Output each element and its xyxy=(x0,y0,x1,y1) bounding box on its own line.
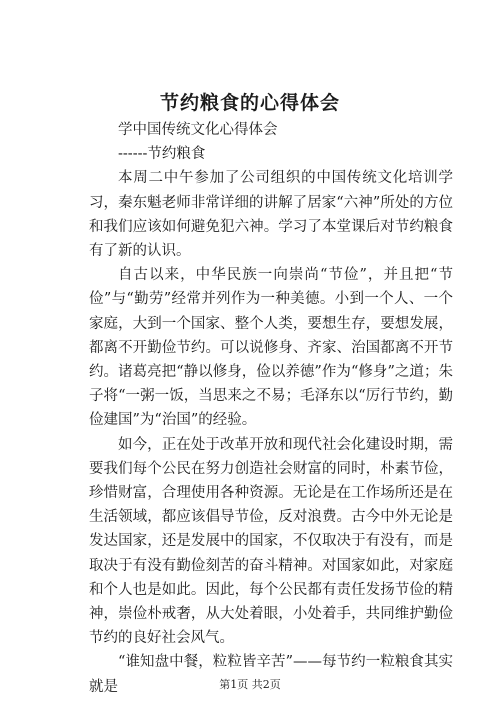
paragraph: 自古以来，中华民族一向崇尚“节俭”，并且把“节俭”与“勤劳”经常并列作为一种美德。小到一个人、一个家庭，大到一个国家、整个人类，要想生存，要想发展，都离不开勤俭节约。可以说修身、齐家、治国都离不开节约。诸葛亮把“静以修身，俭以养德”作为“修身”之道；朱子将“一粥一饭，当思来之不易；毛泽东以“厉行节约，勤俭建国”为“治国”的经验。 xyxy=(89,267,453,429)
subtitle-line: 学中国传统文化心得体会 xyxy=(118,122,278,138)
page-footer: 第1页 共2页 xyxy=(219,678,281,691)
paragraph: 本周二中午参加了公司组织的中国传统文化培训学习，秦东魁老师非常详细的讲解了居家“六神”所处的方位和我们应该如何避免犯六神。学习了本堂课后对节约粮食有了新的认识。 xyxy=(89,170,453,260)
paragraph: “谁知盘中餐，粒粒皆辛苦”——每节约一粒粮食其实就是 xyxy=(89,654,453,695)
document-title: 节约粮食的心得体会 xyxy=(159,92,340,114)
document-body xyxy=(89,118,453,699)
paragraph: 如今，正在处于改革开放和现代社会化建设时期，需要我们每个公民在努力创造社会财富的同时，朴素节俭，珍惜财富，合理使用各种资源。无论是在工作场所还是在生活领域，都应该倡导节俭，反对浪费。古今中外无论是发达国家，还是发展中的国家，不仅取决于有没有，而是取决于有没有勤俭刻苦的奋斗精神。对国家如此，对家庭和个人也是如此。因此，每个公民都有责任发扬节俭的精神，崇俭朴戒奢，从大处着眼，小处着手，共同维护勤俭节约的良好社会风气。 xyxy=(89,436,453,647)
subtitle-line: ------节约粮食 xyxy=(118,146,206,163)
